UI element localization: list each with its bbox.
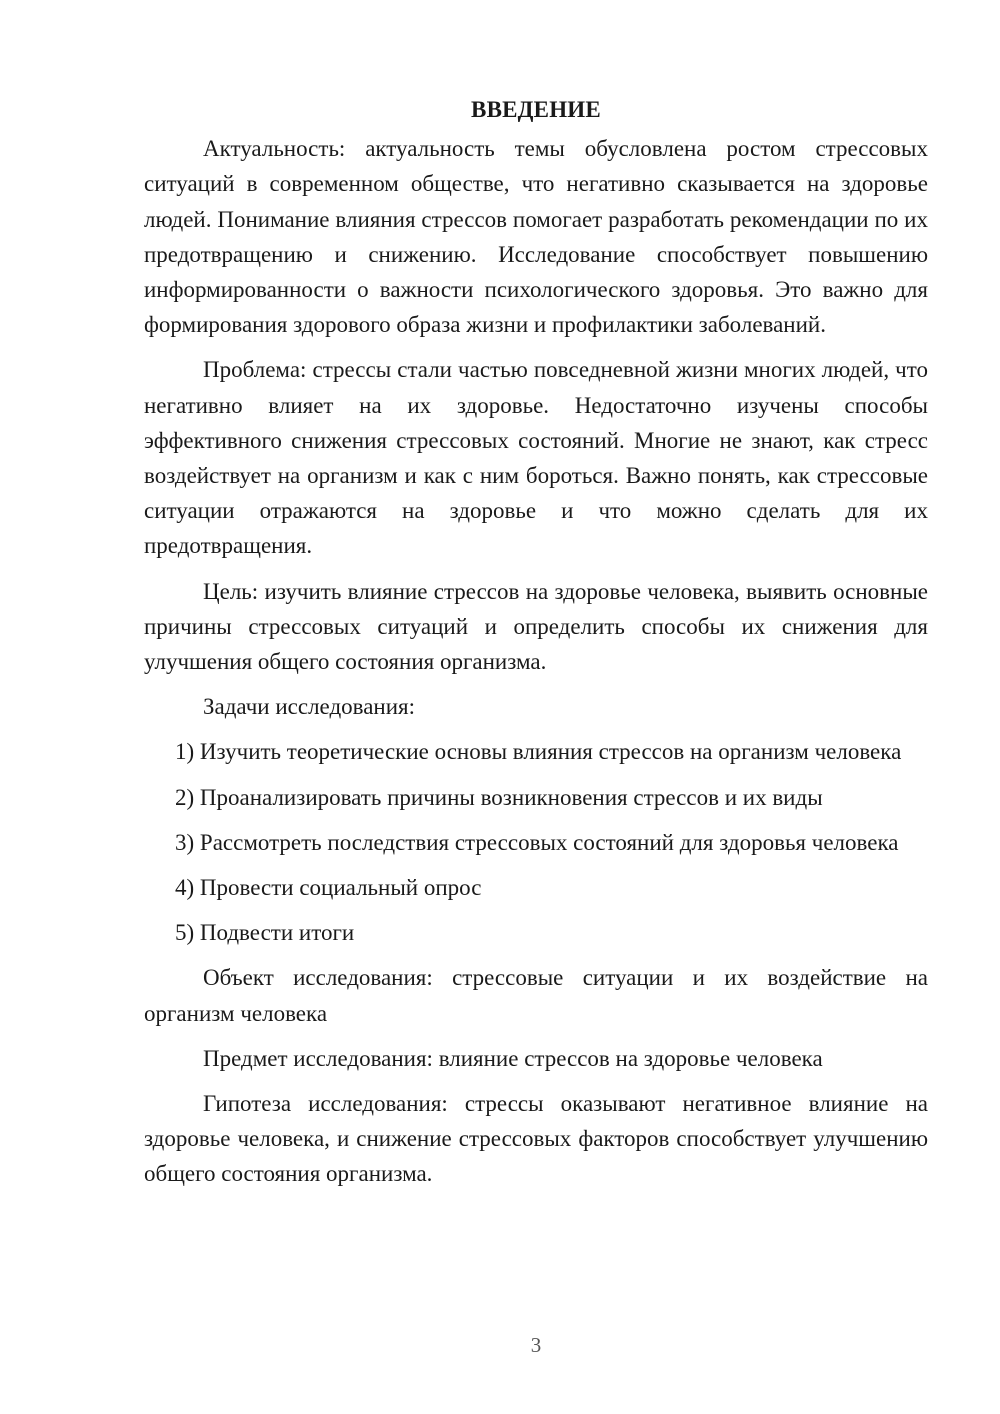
hypothesis-paragraph: Гипотеза исследования: стрессы оказывают негативное влияние на здоровье человека, и снижение стрессовых факторов способствует улучшению общего состояния организма. — [144, 1091, 928, 1187]
page-title: ВВЕДЕНИЕ — [471, 97, 601, 122]
subject-paragraph: Предмет исследования: влияние стрессов на здоровье человека — [203, 1045, 823, 1071]
relevance-paragraph: Актуальность: актуальность темы обусловлена ростом стрессовых ситуаций в современном обществе, что негативно сказывается на здоровье людей. Понимание влияния стрессов помогает разработать рекомендации по их предотвращению и снижению. Исследование способствует повышению информированности о важности психологического здоровья. Это важно для формирования здорового образа жизни и профилактики заболеваний. — [144, 136, 928, 338]
page-content — [144, 92, 928, 1202]
task-item-5: 5) Подвести итоги — [175, 920, 355, 946]
page-number: 3 — [530, 1333, 542, 1357]
object-paragraph: Объект исследования: стрессовые ситуации и их воздействие на организм человека — [144, 965, 928, 1026]
task-item-3: 3) Рассмотреть последствия стрессовых состояний для здоровья человека — [175, 829, 899, 855]
goal-paragraph: Цель: изучить влияние стрессов на здоровье человека, выявить основные причины стрессовых ситуаций и определить способы их снижения для улучшения общего состояния организма. — [144, 578, 928, 675]
tasks-heading: Задачи исследования: — [203, 694, 416, 720]
task-item-2: 2) Проанализировать причины возникновения стрессов и их виды — [175, 784, 823, 810]
task-item-4: 4) Провести социальный опрос — [175, 875, 482, 901]
problem-paragraph: Проблема: стрессы стали частью повседневной жизни многих людей, что негативно влияет на их здоровье. Недостаточно изучены способы эффективного снижения стрессовых состояний. Многие не знают, как стресс воздействует на организм и как с ним бороться. Важно понять, как стрессовые ситуации отражаются на здоровье и что можно сделать для их предотвращения. — [144, 357, 928, 559]
task-item-1: 1) Изучить теоретические основы влияния стрессов на организм человека — [175, 739, 902, 765]
